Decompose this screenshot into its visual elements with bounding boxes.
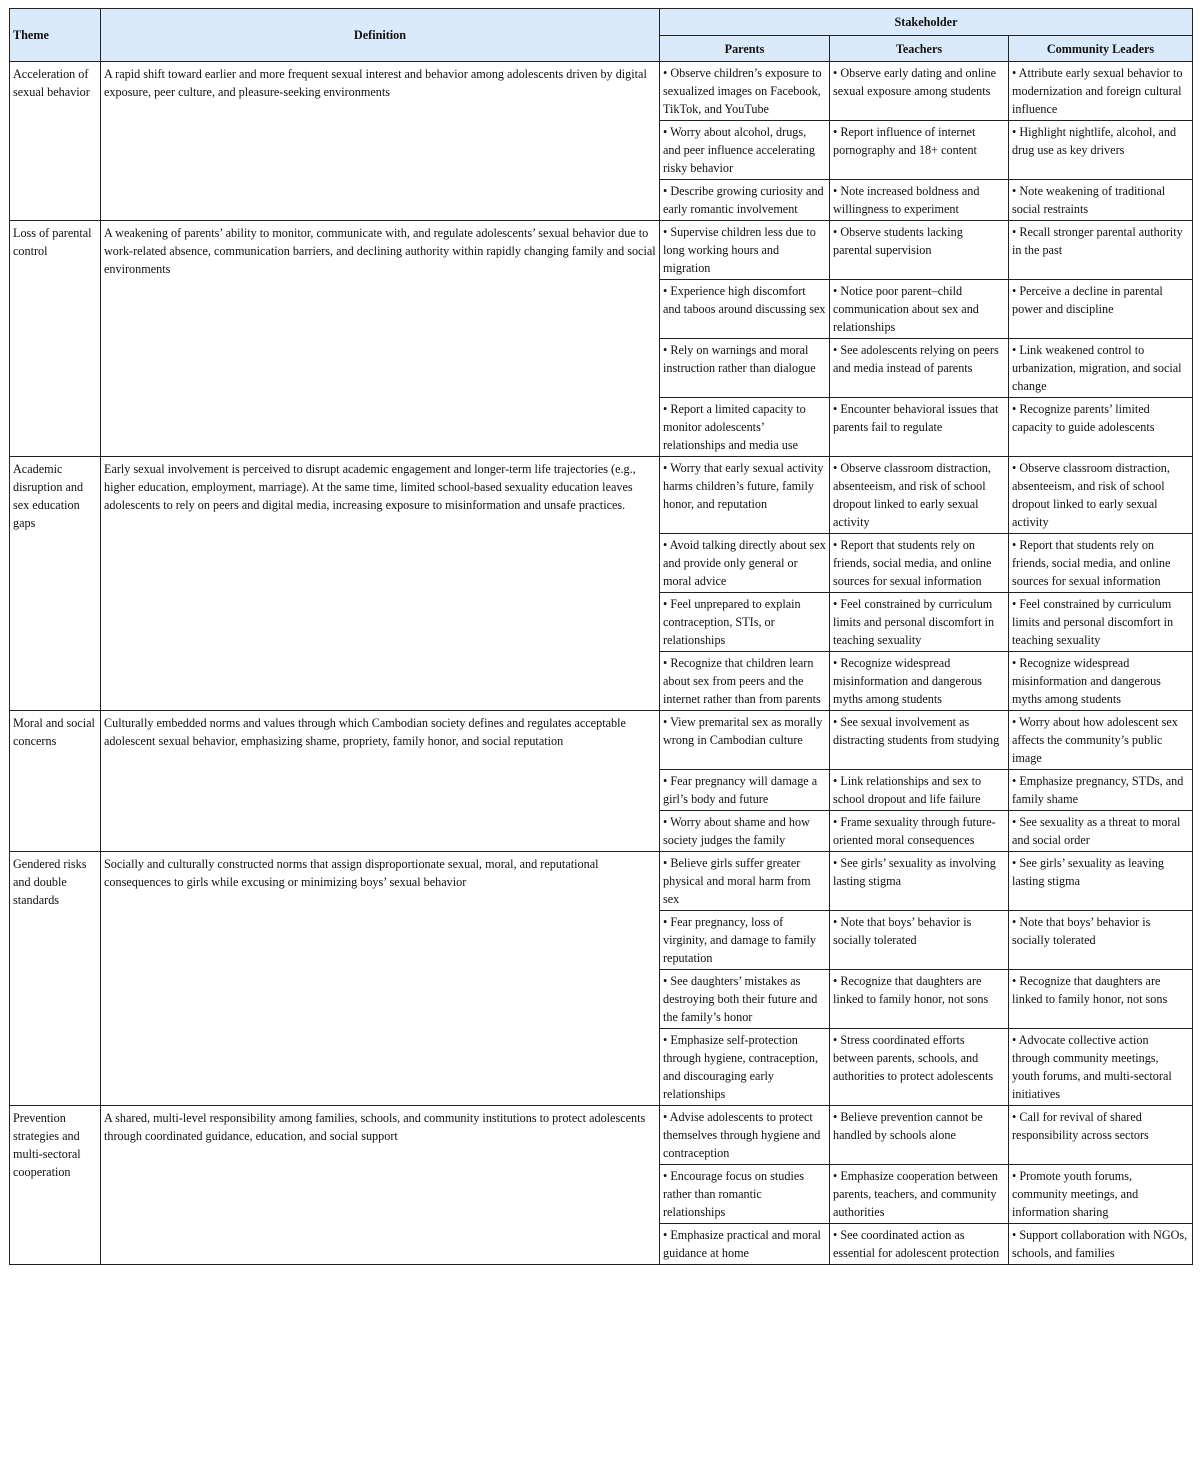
teachers-cell: • Recognize that daughters are linked to family honor, not sons — [830, 970, 1009, 1029]
theme-cell: Gendered risks and double standards — [10, 852, 101, 1106]
table-row — [10, 852, 1193, 911]
teachers-cell: • Encounter behavioral issues that parents fail to regulate — [830, 398, 1009, 457]
header-community-leaders: Community Leaders — [1009, 36, 1193, 62]
community-leaders-cell: • Promote youth forums, community meetings, and information sharing — [1009, 1165, 1193, 1224]
parents-cell: • Worry about alcohol, drugs, and peer influence accelerating risky behavior — [660, 121, 830, 180]
parents-cell: • Encourage focus on studies rather than romantic relationships — [660, 1165, 830, 1224]
parents-cell: • Worry about shame and how society judges the family — [660, 811, 830, 852]
definition-cell: A weakening of parents’ ability to monitor, communicate with, and regulate adolescents’ sexual behavior due to work-related absence, communication barriers, and declining authority within rapidly changing family and social environments — [101, 221, 660, 457]
parents-cell: • Observe children’s exposure to sexualized images on Facebook, TikTok, and YouTube — [660, 62, 830, 121]
community-leaders-cell: • Note that boys’ behavior is socially tolerated — [1009, 911, 1193, 970]
parents-cell: • Supervise children less due to long working hours and migration — [660, 221, 830, 280]
parents-cell: • Rely on warnings and moral instruction rather than dialogue — [660, 339, 830, 398]
community-leaders-cell: • Recall stronger parental authority in the past — [1009, 221, 1193, 280]
parents-cell: • Report a limited capacity to monitor adolescents’ relationships and media use — [660, 398, 830, 457]
parents-cell: • Experience high discomfort and taboos around discussing sex — [660, 280, 830, 339]
teachers-cell: • Believe prevention cannot be handled by schools alone — [830, 1106, 1009, 1165]
theme-cell: Academic disruption and sex education gaps — [10, 457, 101, 711]
teachers-cell: • Observe early dating and online sexual exposure among students — [830, 62, 1009, 121]
theme-cell: Moral and social concerns — [10, 711, 101, 852]
stakeholder-themes-table — [9, 8, 1193, 1265]
teachers-cell: • Link relationships and sex to school dropout and life failure — [830, 770, 1009, 811]
teachers-cell: • See adolescents relying on peers and media instead of parents — [830, 339, 1009, 398]
table-row — [10, 1106, 1193, 1165]
parents-cell: • View premarital sex as morally wrong in Cambodian culture — [660, 711, 830, 770]
header-stakeholder: Stakeholder — [660, 9, 1193, 36]
teachers-cell: • Note increased boldness and willingness to experiment — [830, 180, 1009, 221]
community-leaders-cell: • Advocate collective action through community meetings, youth forums, and multi-sectoral initiatives — [1009, 1029, 1193, 1106]
definition-cell: A shared, multi-level responsibility among families, schools, and community institutions to protect adolescents through coordinated guidance, education, and social support — [101, 1106, 660, 1265]
table-row — [10, 62, 1193, 121]
teachers-cell: • See coordinated action as essential for adolescent protection — [830, 1224, 1009, 1265]
definition-cell: A rapid shift toward earlier and more frequent sexual interest and behavior among adolescents driven by digital exposure, peer culture, and pleasure-seeking environments — [101, 62, 660, 221]
parents-cell: • Fear pregnancy, loss of virginity, and damage to family reputation — [660, 911, 830, 970]
teachers-cell: • Frame sexuality through future-oriented moral consequences — [830, 811, 1009, 852]
teachers-cell: • Report influence of internet pornography and 18+ content — [830, 121, 1009, 180]
definition-cell: Socially and culturally constructed norms that assign disproportionate sexual, moral, and reputational consequences to girls while excusing or minimizing boys’ sexual behavior — [101, 852, 660, 1106]
parents-cell: • Fear pregnancy will damage a girl’s body and future — [660, 770, 830, 811]
header-teachers: Teachers — [830, 36, 1009, 62]
community-leaders-cell: • Feel constrained by curriculum limits and personal discomfort in teaching sexuality — [1009, 593, 1193, 652]
community-leaders-cell: • Recognize that daughters are linked to family honor, not sons — [1009, 970, 1193, 1029]
header-parents: Parents — [660, 36, 830, 62]
teachers-cell: • See girls’ sexuality as involving lasting stigma — [830, 852, 1009, 911]
teachers-cell: • Stress coordinated efforts between parents, schools, and authorities to protect adolescents — [830, 1029, 1009, 1106]
parents-cell: • Believe girls suffer greater physical and moral harm from sex — [660, 852, 830, 911]
definition-cell: Culturally embedded norms and values through which Cambodian society defines and regulates acceptable adolescent sexual behavior, emphasizing shame, propriety, family honor, and social reputation — [101, 711, 660, 852]
header-definition: Definition — [101, 9, 660, 62]
header-theme: Theme — [10, 9, 101, 62]
parents-cell: • Emphasize practical and moral guidance at home — [660, 1224, 830, 1265]
theme-cell: Loss of parental control — [10, 221, 101, 457]
teachers-cell: • Observe students lacking parental supervision — [830, 221, 1009, 280]
parents-cell: • See daughters’ mistakes as destroying both their future and the family’s honor — [660, 970, 830, 1029]
community-leaders-cell: • Report that students rely on friends, social media, and online sources for sexual information — [1009, 534, 1193, 593]
community-leaders-cell: • Worry about how adolescent sex affects the community’s public image — [1009, 711, 1193, 770]
community-leaders-cell: • Recognize parents’ limited capacity to guide adolescents — [1009, 398, 1193, 457]
teachers-cell: • Observe classroom distraction, absenteeism, and risk of school dropout linked to early sexual activity — [830, 457, 1009, 534]
community-leaders-cell: • See girls’ sexuality as leaving lasting stigma — [1009, 852, 1193, 911]
teachers-cell: • Notice poor parent–child communication about sex and relationships — [830, 280, 1009, 339]
community-leaders-cell: • Emphasize pregnancy, STDs, and family shame — [1009, 770, 1193, 811]
table-header — [10, 9, 1193, 62]
community-leaders-cell: • Perceive a decline in parental power and discipline — [1009, 280, 1193, 339]
table-body — [10, 62, 1193, 1265]
table-row — [10, 457, 1193, 534]
community-leaders-cell: • Highlight nightlife, alcohol, and drug use as key drivers — [1009, 121, 1193, 180]
teachers-cell: • Recognize widespread misinformation and dangerous myths among students — [830, 652, 1009, 711]
community-leaders-cell: • Call for revival of shared responsibility across sectors — [1009, 1106, 1193, 1165]
parents-cell: • Emphasize self-protection through hygiene, contraception, and discouraging early relationships — [660, 1029, 830, 1106]
community-leaders-cell: • Recognize widespread misinformation and dangerous myths among students — [1009, 652, 1193, 711]
community-leaders-cell: • Note weakening of traditional social restraints — [1009, 180, 1193, 221]
table-row — [10, 221, 1193, 280]
teachers-cell: • Emphasize cooperation between parents, teachers, and community authorities — [830, 1165, 1009, 1224]
parents-cell: • Describe growing curiosity and early romantic involvement — [660, 180, 830, 221]
teachers-cell: • See sexual involvement as distracting students from studying — [830, 711, 1009, 770]
parents-cell: • Recognize that children learn about sex from peers and the internet rather than from parents — [660, 652, 830, 711]
theme-cell: Acceleration of sexual behavior — [10, 62, 101, 221]
definition-cell: Early sexual involvement is perceived to disrupt academic engagement and longer-term life trajectories (e.g., higher education, employment, marriage). At the same time, limited school-based sexuality education leaves adolescents to rely on peers and digital media, increasing exposure to misinformation and unsafe practices. — [101, 457, 660, 711]
teachers-cell: • Note that boys’ behavior is socially tolerated — [830, 911, 1009, 970]
community-leaders-cell: • Support collaboration with NGOs, schools, and families — [1009, 1224, 1193, 1265]
table-row — [10, 711, 1193, 770]
parents-cell: • Feel unprepared to explain contraception, STIs, or relationships — [660, 593, 830, 652]
community-leaders-cell: • Observe classroom distraction, absenteeism, and risk of school dropout linked to early sexual activity — [1009, 457, 1193, 534]
community-leaders-cell: • Link weakened control to urbanization, migration, and social change — [1009, 339, 1193, 398]
theme-cell: Prevention strategies and multi-sectoral cooperation — [10, 1106, 101, 1265]
community-leaders-cell: • Attribute early sexual behavior to modernization and foreign cultural influence — [1009, 62, 1193, 121]
teachers-cell: • Report that students rely on friends, social media, and online sources for sexual information — [830, 534, 1009, 593]
parents-cell: • Advise adolescents to protect themselves through hygiene and contraception — [660, 1106, 830, 1165]
community-leaders-cell: • See sexuality as a threat to moral and social order — [1009, 811, 1193, 852]
parents-cell: • Worry that early sexual activity harms children’s future, family honor, and reputation — [660, 457, 830, 534]
parents-cell: • Avoid talking directly about sex and provide only general or moral advice — [660, 534, 830, 593]
teachers-cell: • Feel constrained by curriculum limits and personal discomfort in teaching sexuality — [830, 593, 1009, 652]
